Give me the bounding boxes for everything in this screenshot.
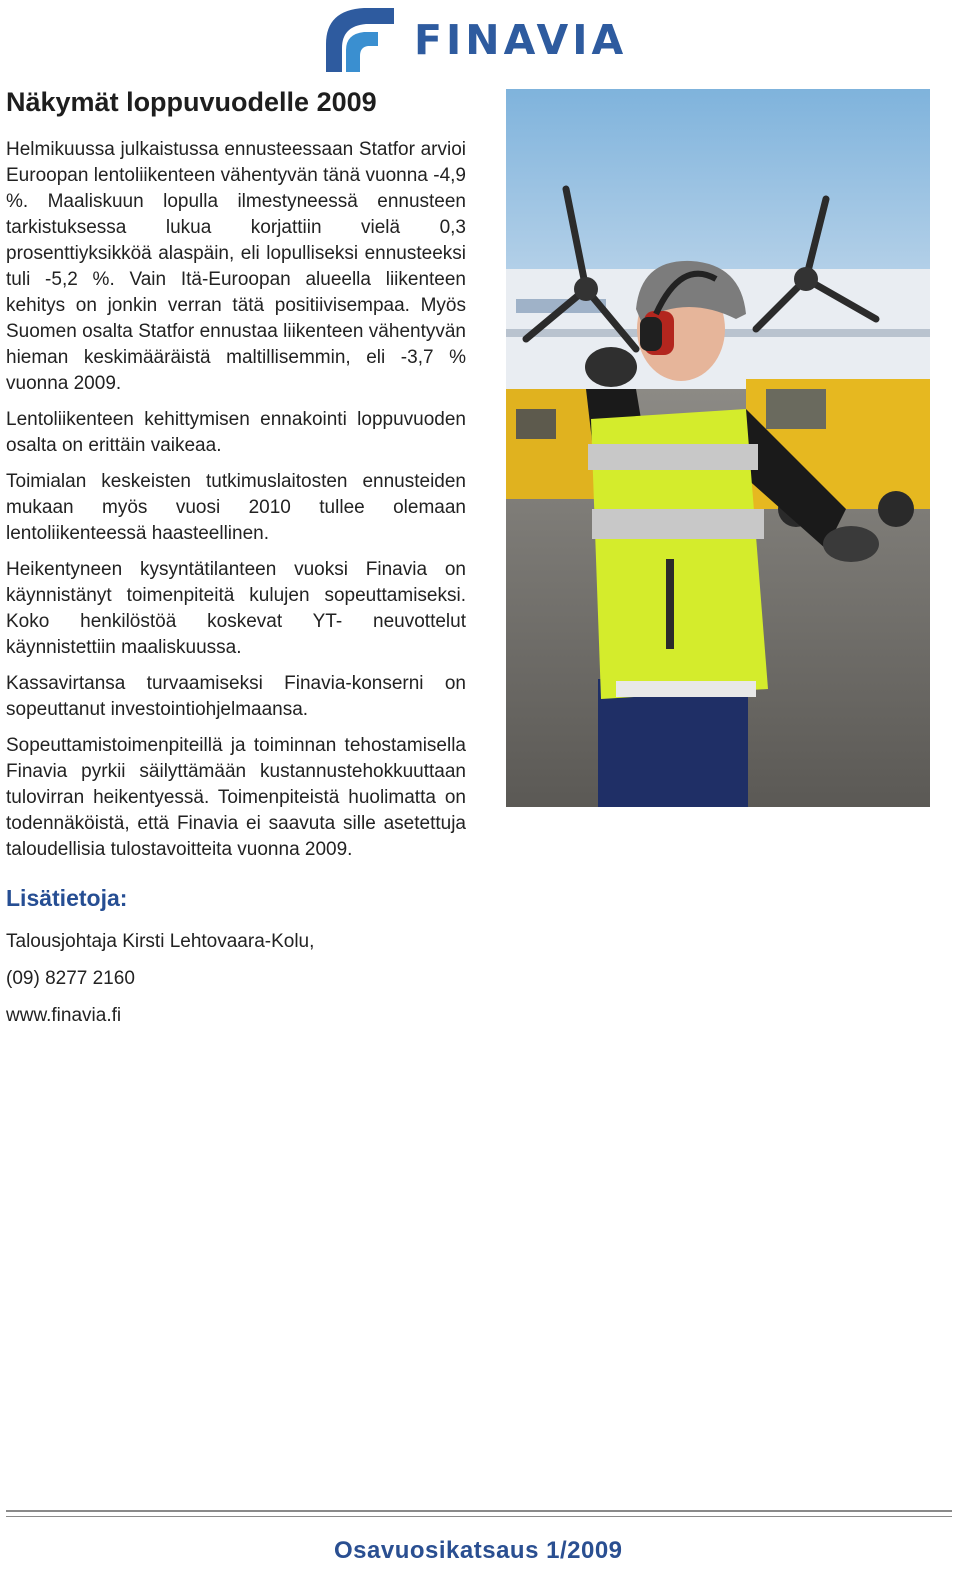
footer-rule-top [6,1510,952,1512]
website-link[interactable]: www.finavia.fi [6,1005,122,1026]
article-paragraph: Sopeuttamistoimenpiteillä ja toiminnan tehostamisella Finavia pyrkii säilyttämään kustannustehokkuuttaan tulovirran heikentyessä. Toimenpiteistä huolimatta on todennäköistä, että Finavia ei saavuta sille asetettuja taloudellisia tulostavoitteita vuonna 2009. [6,735,466,860]
article-paragraph: Kassavirtansa turvaamiseksi Finavia-konserni on sopeuttanut investointiohjelmaansa. [6,673,466,720]
footer-title: Osavuosikatsaus 1/2009 [334,1537,623,1564]
more-info-heading: Lisätietoja: [6,885,128,911]
article-column [6,82,466,1040]
article-paragraph: Heikentyneen kysyntätilanteen vuoksi Finavia on käynnistänyt toimenpiteitä kulujen sopeuttamiseksi. Koko henkilöstöä koskevat YT- neuvottelut käynnistettiin maaliskuussa. [6,559,466,658]
footer-rule-bottom [6,1516,952,1517]
marshaller-photo [506,89,930,807]
article-title: Näkymät loppuvuodelle 2009 [6,87,377,117]
contact-name: Talousjohtaja Kirsti Lehtovaara-Kolu, [6,931,315,952]
finavia-logo-icon [322,4,402,74]
article-paragraph: Lentoliikenteen kehittymisen ennakointi loppuvuoden osalta on erittäin vaikeaa. [6,409,466,456]
article-paragraph: Helmikuussa julkaistussa ennusteessaan Statfor arvioi Euroopan lentoliikenteen vähentyvän tänä vuonna -4,9 %. Maaliskuun lopulla ilmestyneessä ennusteen tarkistuksessa lukua korjattiin vielä 0,3 prosenttiyksikköä alaspäin, eli lopulliseksi ennusteeksi tuli -5,2 %. Vain Itä-Euroopan alueella liikenteen kehitys on jonkin verran tätä positiivisempaa. Myös Suomen osalta Statfor ennustaa liikenteen vähentyvän hieman keskimääräistä maltillisemmin, eli -3,7 % vuonna 2009. [6,139,466,394]
finavia-wordmark: FINAVIA [414,16,628,64]
article-paragraph: Toimialan keskeisten tutkimuslaitosten ennusteiden mukaan myös vuosi 2010 tullee olemaan lentoliikenteessä haasteellinen. [6,471,466,544]
photo-illustration [506,89,930,807]
finavia-logo [322,4,634,74]
contact-phone: (09) 8277 2160 [6,968,135,989]
